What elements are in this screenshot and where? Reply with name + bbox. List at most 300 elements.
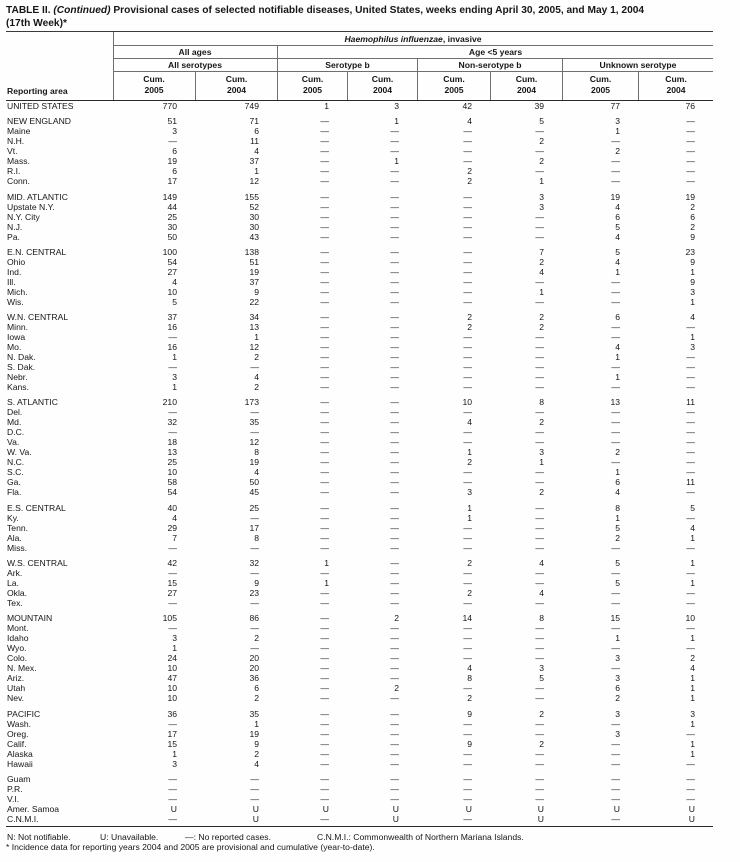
column-header-cum-2004: [195, 72, 277, 100]
value-cell: —: [611, 407, 620, 418]
value-cell: —: [686, 437, 695, 448]
reporting-area-cell: Iowa: [7, 332, 26, 343]
value-cell: —: [390, 623, 399, 634]
value-cell: —: [320, 362, 329, 373]
reporting-area-cell: Mass.: [7, 156, 30, 167]
cum-label: Cum.: [301, 74, 324, 84]
value-cell: 42: [462, 101, 472, 111]
value-cell: —: [686, 487, 695, 498]
table-section-ws-central: [6, 558, 713, 608]
value-cell: 5: [615, 221, 620, 232]
value-cell: —: [686, 728, 695, 739]
value-cell: —: [463, 136, 472, 147]
value-cell: —: [390, 773, 399, 784]
value-cell: —: [168, 718, 177, 729]
value-cell: —: [250, 407, 259, 418]
value-cell: 1: [394, 116, 399, 127]
value-cell: U: [537, 813, 544, 824]
value-cell: 42: [167, 558, 177, 569]
value-cell: 10: [462, 397, 472, 408]
value-cell: —: [320, 221, 329, 232]
value-cell: 8: [539, 397, 544, 408]
value-cell: —: [320, 532, 329, 543]
value-cell: 30: [249, 221, 259, 232]
value-cell: 2: [467, 166, 472, 177]
value-cell: 100: [162, 246, 177, 257]
value-cell: —: [535, 623, 544, 634]
table-row: [6, 739, 713, 749]
value-cell: —: [320, 588, 329, 599]
value-cell: —: [463, 276, 472, 287]
value-cell: 11: [250, 136, 259, 147]
value-cell: 17: [167, 728, 177, 739]
value-cell: 4: [254, 372, 259, 383]
reporting-area-cell: Oreg.: [7, 728, 29, 739]
value-cell: U: [252, 803, 259, 814]
value-cell: 2: [254, 633, 259, 644]
year-label: 2005: [302, 85, 323, 95]
value-cell: —: [611, 568, 620, 579]
value-cell: 1: [324, 558, 329, 569]
table-row: [6, 477, 713, 487]
value-cell: —: [390, 633, 399, 644]
value-cell: U: [688, 803, 695, 814]
value-cell: —: [463, 256, 472, 267]
value-cell: —: [463, 156, 472, 167]
table-row: [6, 623, 713, 633]
value-cell: —: [320, 522, 329, 533]
value-cell: —: [611, 813, 620, 824]
value-cell: 2: [254, 352, 259, 363]
value-cell: —: [611, 773, 620, 784]
table-row: [6, 693, 713, 703]
value-cell: 1: [690, 266, 695, 277]
reporting-area-cell: Colo.: [7, 653, 28, 664]
legend-line: [6, 833, 730, 843]
value-cell: —: [390, 457, 399, 468]
table-title: [6, 5, 736, 30]
value-cell: —: [463, 382, 472, 393]
value-cell: 105: [162, 613, 177, 624]
reporting-area-cell: Vt.: [7, 146, 18, 157]
value-cell: —: [320, 256, 329, 267]
value-cell: 1: [254, 166, 259, 177]
value-cell: —: [250, 542, 259, 553]
value-cell: —: [320, 116, 329, 127]
reporting-area-cell: Ga.: [7, 477, 21, 488]
value-cell: 1: [690, 738, 695, 749]
value-cell: —: [320, 693, 329, 704]
value-cell: 2: [539, 256, 544, 267]
value-cell: —: [390, 352, 399, 363]
value-cell: 37: [167, 312, 177, 323]
value-cell: —: [320, 457, 329, 468]
value-cell: 4: [172, 276, 177, 287]
table-row: [6, 362, 713, 372]
table-header: [6, 31, 713, 101]
value-cell: 6: [254, 683, 259, 694]
value-cell: —: [463, 211, 472, 222]
reporting-area-cell: N. Dak.: [7, 352, 36, 363]
disease-qualifier: , invasive: [442, 34, 482, 44]
reporting-area-cell: W.N. CENTRAL: [7, 312, 69, 323]
value-cell: 40: [167, 502, 177, 513]
table-row: [6, 156, 713, 166]
value-cell: 2: [615, 693, 620, 704]
year-label: 2004: [226, 85, 247, 95]
value-cell: 4: [690, 312, 695, 323]
value-cell: —: [168, 813, 177, 824]
table-row: [6, 212, 713, 222]
value-cell: —: [463, 477, 472, 488]
table-row: [6, 457, 713, 467]
disease-spanner: [113, 32, 713, 46]
value-cell: 13: [167, 447, 177, 458]
reporting-area-cell: Alaska: [7, 748, 33, 759]
value-cell: —: [320, 653, 329, 664]
value-cell: 19: [249, 728, 259, 739]
value-cell: 4: [467, 417, 472, 428]
cum-label: Cum.: [225, 74, 248, 84]
value-cell: —: [320, 231, 329, 242]
table-row: [6, 427, 713, 437]
value-cell: 6: [690, 211, 695, 222]
value-cell: —: [390, 286, 399, 297]
table-row: [6, 709, 713, 719]
value-cell: —: [390, 211, 399, 222]
value-cell: —: [390, 221, 399, 232]
value-cell: —: [320, 813, 329, 824]
table-row: [6, 749, 713, 759]
table-row: [6, 533, 713, 543]
value-cell: —: [390, 322, 399, 333]
value-cell: 16: [167, 322, 177, 333]
value-cell: 2: [539, 738, 544, 749]
reporting-area-cell: Ohio: [7, 256, 26, 267]
value-cell: —: [535, 542, 544, 553]
value-cell: 2: [539, 312, 544, 323]
reporting-area-cell: Wis.: [7, 296, 24, 307]
value-cell: 45: [249, 487, 259, 498]
value-cell: 1: [172, 748, 177, 759]
value-cell: 4: [254, 146, 259, 157]
value-cell: —: [535, 502, 544, 513]
year-label: 2005: [144, 85, 164, 95]
value-cell: —: [168, 773, 177, 784]
value-cell: 1: [324, 101, 329, 111]
value-cell: —: [463, 793, 472, 804]
value-cell: 1: [324, 578, 329, 589]
value-cell: —: [320, 276, 329, 287]
value-cell: 1: [690, 748, 695, 759]
value-cell: —: [320, 332, 329, 343]
value-cell: —: [390, 748, 399, 759]
table-row: [6, 322, 713, 332]
value-cell: —: [611, 166, 620, 177]
value-cell: —: [390, 256, 399, 267]
value-cell: 5: [539, 116, 544, 127]
value-cell: —: [686, 623, 695, 634]
value-cell: —: [390, 693, 399, 704]
value-cell: —: [611, 286, 620, 297]
value-cell: —: [390, 532, 399, 543]
value-cell: —: [390, 542, 399, 553]
value-cell: —: [320, 437, 329, 448]
value-cell: —: [320, 683, 329, 694]
value-cell: 2: [539, 156, 544, 167]
value-cell: —: [320, 487, 329, 498]
value-cell: —: [168, 568, 177, 579]
value-cell: 4: [467, 116, 472, 127]
value-cell: 4: [539, 558, 544, 569]
value-cell: —: [390, 578, 399, 589]
table-row: [6, 673, 713, 683]
value-cell: —: [250, 773, 259, 784]
value-cell: 10: [167, 693, 177, 704]
value-cell: —: [320, 748, 329, 759]
value-cell: 1: [172, 382, 177, 393]
value-cell: 3: [539, 447, 544, 458]
value-cell: U: [392, 813, 399, 824]
value-cell: 9: [254, 578, 259, 589]
legend-not-notifiable: N: Not notifiable.: [7, 832, 71, 842]
value-cell: —: [535, 477, 544, 488]
table-section-pacific: [6, 709, 713, 769]
value-cell: 1: [615, 266, 620, 277]
value-cell: 1: [690, 633, 695, 644]
value-cell: —: [611, 362, 620, 373]
legend-cnmi: C.N.M.I.: Commonwealth of Northern Mariana Islands.: [317, 832, 524, 842]
value-cell: 9: [254, 286, 259, 297]
value-cell: —: [390, 758, 399, 769]
value-cell: —: [463, 598, 472, 609]
value-cell: —: [686, 588, 695, 599]
value-cell: —: [463, 653, 472, 664]
table-row: [6, 437, 713, 447]
value-cell: 39: [534, 101, 544, 111]
value-cell: 10: [167, 663, 177, 674]
value-cell: —: [320, 417, 329, 428]
value-cell: 5: [172, 296, 177, 307]
value-cell: 8: [539, 613, 544, 624]
value-cell: —: [390, 342, 399, 353]
table-row: [6, 598, 713, 608]
value-cell: 2: [254, 382, 259, 393]
table-row: [6, 558, 713, 568]
value-cell: —: [390, 246, 399, 257]
value-cell: 3: [539, 191, 544, 202]
value-cell: 1: [615, 126, 620, 137]
value-cell: 6: [172, 146, 177, 157]
table-section-s-atlantic: [6, 397, 713, 497]
value-cell: —: [686, 156, 695, 167]
value-cell: 11: [686, 397, 695, 408]
value-cell: —: [390, 793, 399, 804]
value-cell: —: [168, 136, 177, 147]
value-cell: —: [320, 312, 329, 323]
value-cell: 770: [162, 101, 177, 111]
table-number: TABLE II.: [6, 5, 51, 16]
value-cell: 6: [254, 126, 259, 137]
value-cell: 50: [167, 231, 177, 242]
subgroup-all-serotypes: All serotypes: [113, 59, 277, 72]
value-cell: 2: [254, 748, 259, 759]
table-row: [6, 643, 713, 653]
column-header-cum-2005: [417, 72, 490, 100]
table-row: [6, 372, 713, 382]
value-cell: 8: [254, 447, 259, 458]
value-cell: —: [611, 156, 620, 167]
value-cell: —: [463, 352, 472, 363]
value-cell: 2: [690, 653, 695, 664]
value-cell: —: [535, 643, 544, 654]
table-row: [6, 417, 713, 427]
reporting-area-cell: Hawaii: [7, 758, 33, 769]
value-cell: 1: [172, 352, 177, 363]
value-cell: —: [686, 382, 695, 393]
value-cell: 13: [610, 397, 620, 408]
value-cell: 1: [254, 718, 259, 729]
value-cell: —: [390, 417, 399, 428]
year-label: 2005: [590, 85, 611, 95]
value-cell: 7: [172, 532, 177, 543]
reporting-area-cell: Guam: [7, 773, 31, 784]
value-cell: —: [463, 231, 472, 242]
value-cell: —: [390, 588, 399, 599]
value-cell: —: [535, 372, 544, 383]
value-cell: 4: [172, 512, 177, 523]
subgroup-unknown-serotype: Unknown serotype: [562, 59, 713, 72]
reporting-area-cell: N. Mex.: [7, 663, 37, 674]
value-cell: 17: [249, 522, 259, 533]
value-cell: 10: [167, 467, 177, 478]
value-cell: —: [320, 201, 329, 212]
value-cell: —: [535, 748, 544, 759]
value-cell: —: [320, 342, 329, 353]
value-cell: 35: [249, 708, 259, 719]
value-cell: —: [686, 372, 695, 383]
table-row: [6, 523, 713, 533]
reporting-area-cell: E.N. CENTRAL: [7, 246, 67, 257]
value-cell: —: [463, 246, 472, 257]
value-cell: —: [535, 146, 544, 157]
value-cell: 4: [539, 266, 544, 277]
value-cell: —: [250, 362, 259, 373]
table-row: [6, 202, 713, 212]
reporting-area-cell: Minn.: [7, 322, 29, 333]
reporting-area-cell: La.: [7, 578, 19, 589]
table-section-new-england: [6, 116, 713, 186]
value-cell: —: [320, 427, 329, 438]
value-cell: —: [320, 568, 329, 579]
legend-unavailable: U: Unavailable.: [100, 832, 159, 842]
table-row: [6, 613, 713, 623]
value-cell: 6: [615, 312, 620, 323]
value-cell: 58: [167, 477, 177, 488]
value-cell: —: [168, 598, 177, 609]
value-cell: 9: [467, 708, 472, 719]
reporting-area-cell: N.C.: [7, 457, 25, 468]
value-cell: 4: [615, 256, 620, 267]
value-cell: —: [611, 322, 620, 333]
reporting-area-cell: E.S. CENTRAL: [7, 502, 66, 513]
value-cell: —: [686, 116, 695, 127]
value-cell: —: [686, 352, 695, 363]
reporting-area-cell: Nev.: [7, 693, 25, 704]
value-cell: 76: [685, 101, 695, 111]
value-cell: 1: [690, 296, 695, 307]
table-title-text: Provisional cases of selected notifiable diseases, United States, weeks ending April 30, 2005, and May 1, 2004: [113, 5, 645, 16]
table-row: [6, 774, 713, 784]
value-cell: 27: [167, 588, 177, 599]
table-row: [6, 397, 713, 407]
value-cell: —: [463, 623, 472, 634]
reporting-area-cell: N.H.: [7, 136, 25, 147]
column-header-cum-2004: [347, 72, 417, 100]
value-cell: —: [535, 758, 544, 769]
value-cell: —: [320, 176, 329, 187]
value-cell: —: [390, 502, 399, 513]
value-cell: —: [611, 663, 620, 674]
cum-label: Cum.: [371, 74, 394, 84]
value-cell: 77: [610, 101, 620, 111]
value-cell: —: [390, 718, 399, 729]
value-cell: 9: [467, 738, 472, 749]
value-cell: —: [390, 653, 399, 664]
value-cell: 10: [167, 286, 177, 297]
value-cell: 15: [167, 578, 177, 589]
value-cell: 36: [167, 708, 177, 719]
value-cell: —: [611, 437, 620, 448]
value-cell: —: [463, 437, 472, 448]
reporting-area-cell: Ark.: [7, 568, 23, 579]
table-section-es-central: [6, 503, 713, 553]
table-row: [6, 794, 713, 804]
value-cell: —: [390, 382, 399, 393]
value-cell: —: [390, 126, 399, 137]
reporting-area-cell: Miss.: [7, 542, 28, 553]
value-cell: 4: [539, 588, 544, 599]
value-cell: 3: [467, 487, 472, 498]
value-cell: —: [320, 738, 329, 749]
reporting-area-cell: Mo.: [7, 342, 22, 353]
value-cell: —: [686, 457, 695, 468]
value-cell: —: [611, 643, 620, 654]
table-section-territories: [6, 774, 713, 824]
value-cell: 4: [690, 522, 695, 533]
value-cell: 5: [539, 673, 544, 684]
value-cell: 3: [690, 286, 695, 297]
value-cell: —: [320, 372, 329, 383]
value-cell: 4: [690, 663, 695, 674]
value-cell: —: [320, 126, 329, 137]
year-label: 2004: [516, 85, 537, 95]
value-cell: 3: [172, 126, 177, 137]
reporting-area-cell: R.I.: [7, 166, 21, 177]
reporting-area-cell: S.C.: [7, 467, 24, 478]
value-cell: —: [390, 598, 399, 609]
table-row: [6, 101, 713, 111]
table-title-line2: (17th Week)*: [6, 17, 67, 29]
value-cell: —: [611, 176, 620, 187]
table-row: [6, 176, 713, 186]
table-row: [6, 247, 713, 257]
table-row: [6, 804, 713, 814]
value-cell: —: [686, 417, 695, 428]
reporting-area-cell: S. Dak.: [7, 362, 36, 373]
value-cell: 1: [394, 156, 399, 167]
value-cell: —: [686, 512, 695, 523]
